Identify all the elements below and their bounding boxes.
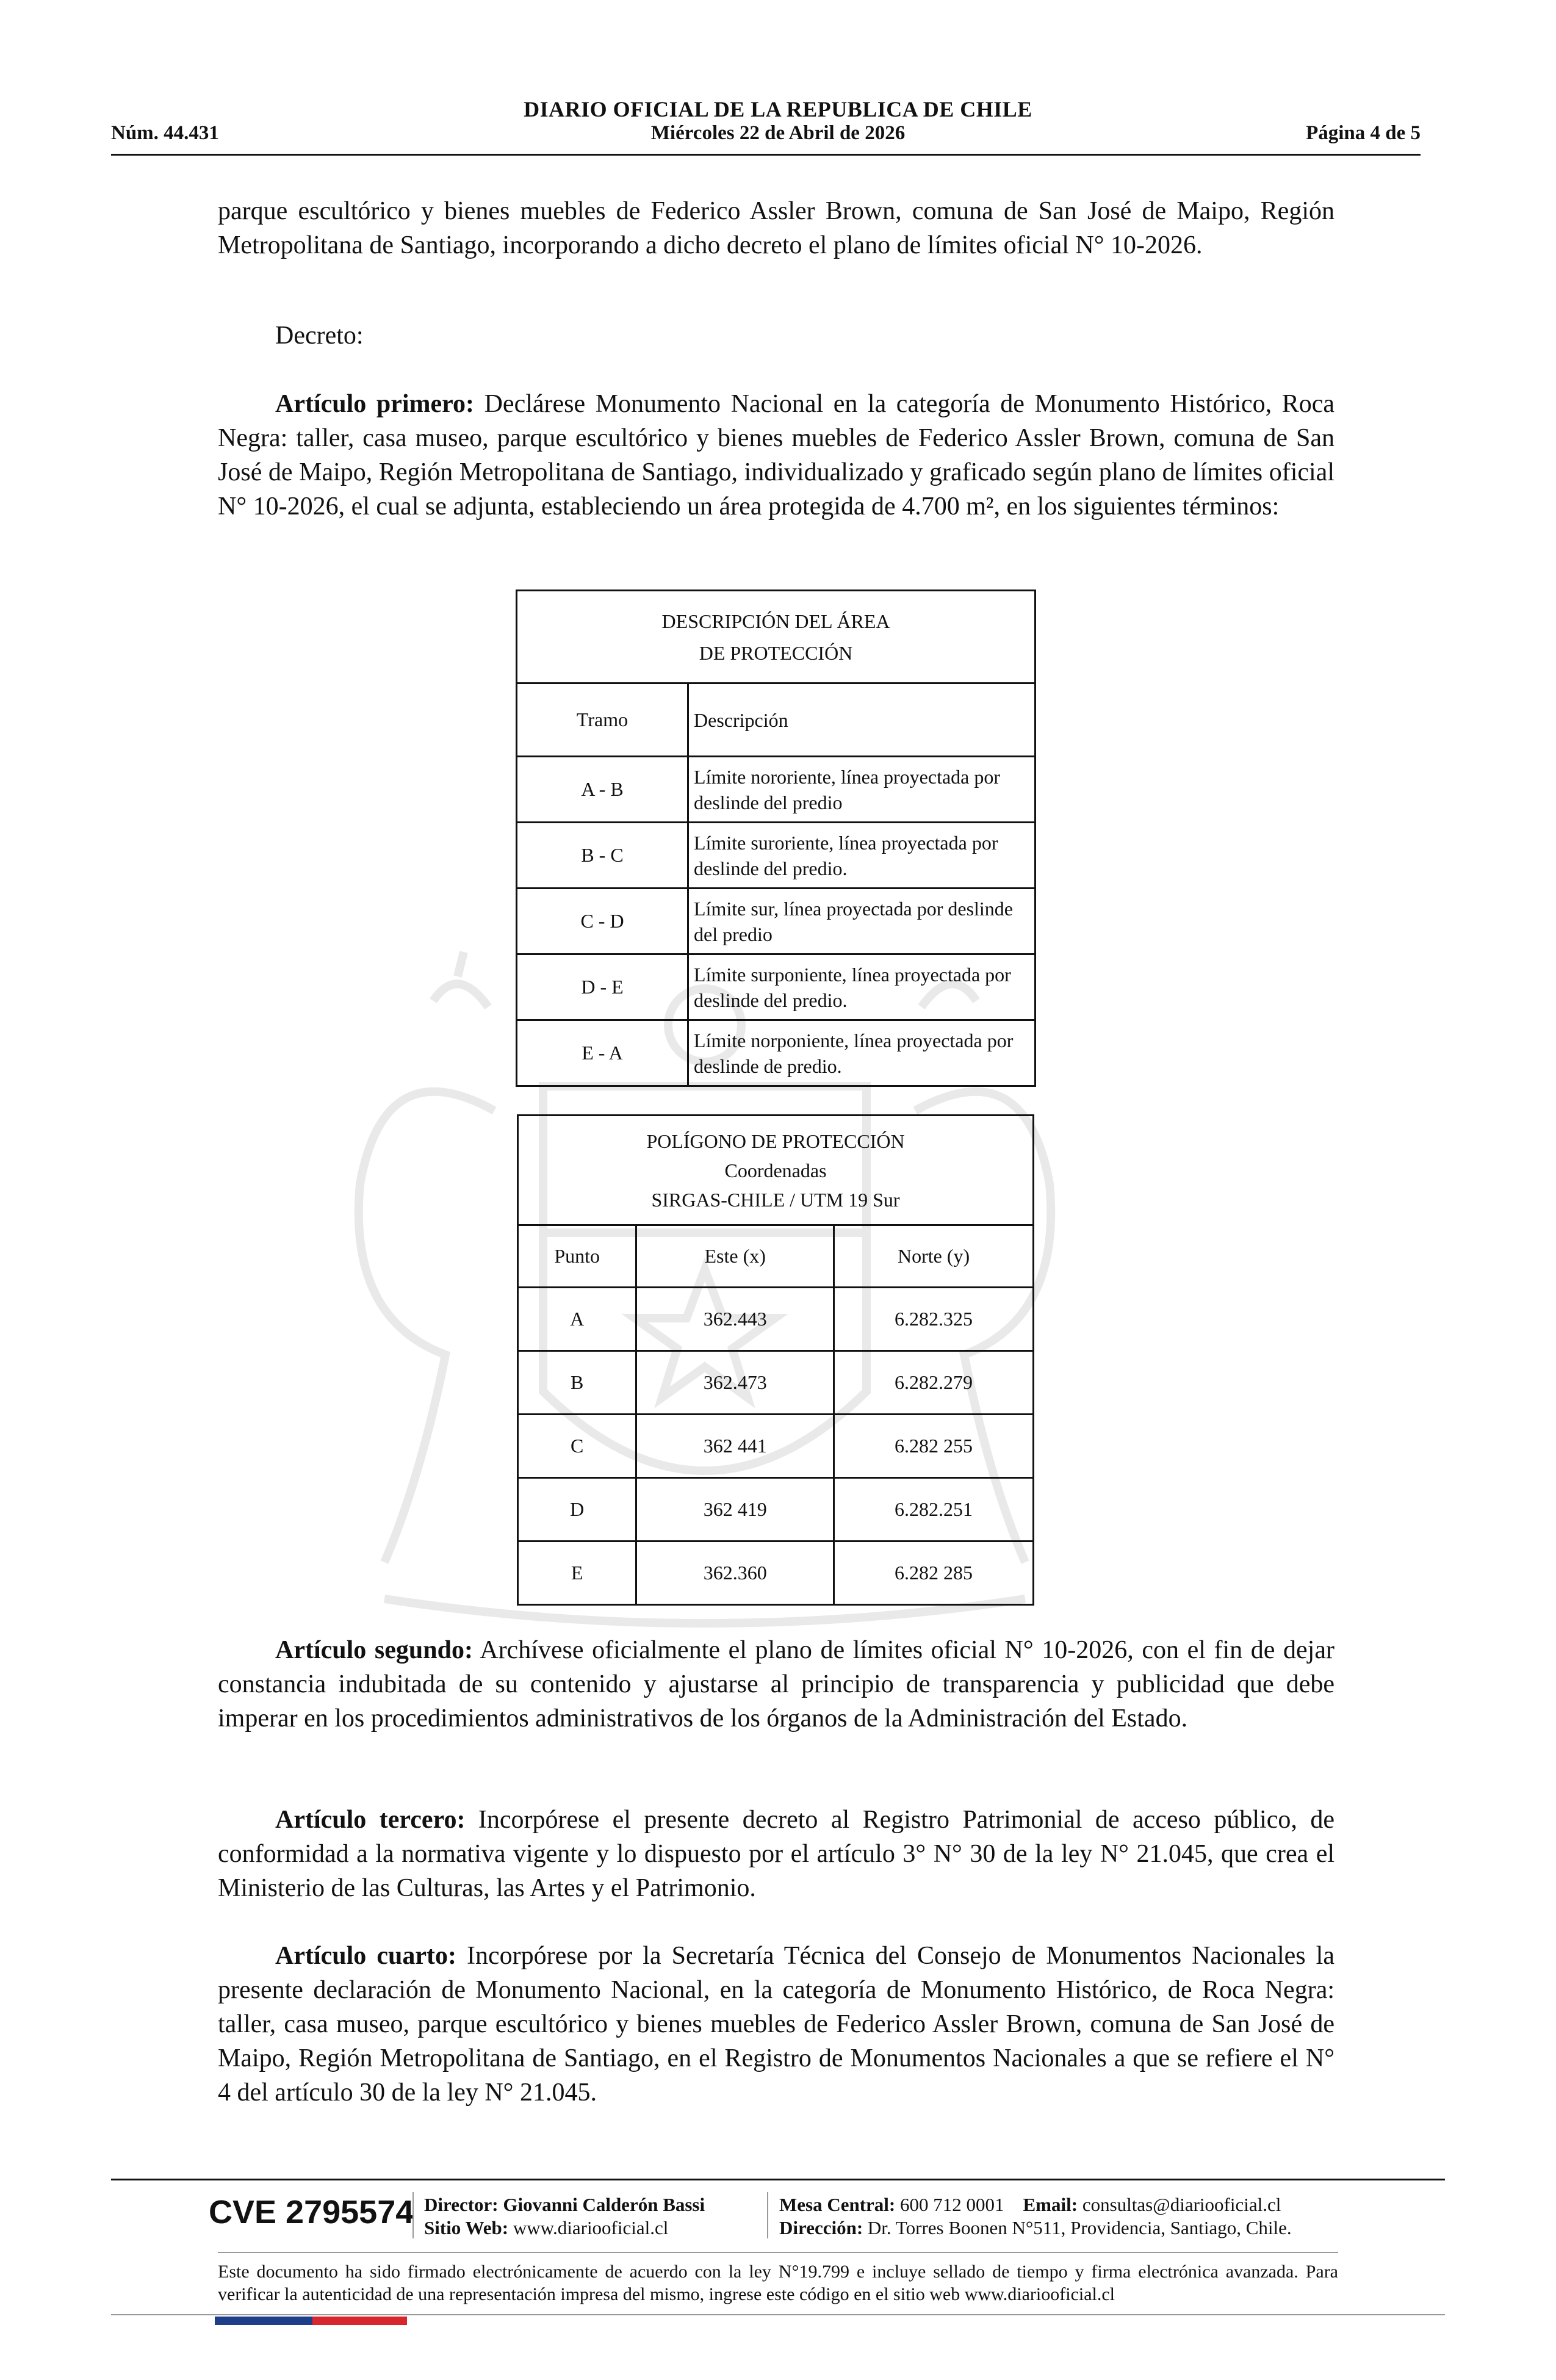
electronic-signature-note: Este documento ha sido firmado electrónicamente de acuerdo con la ley N°19.799 e incluye sellado de tiempo y firma electrónica avanzada. Para verificar la autenticidad de una representación impresa del mismo, ingrese este código en el sitio web www.diariooficial.cl [218,2262,1338,2304]
protection-area-table [516,590,1036,1087]
article-1-text: Declárese Monumento Nacional en la categoría de Monumento Histórico, Roca Negra: taller, casa museo, parque escultórico y bienes muebles de Federico Assler Brown, comuna de San José de Maipo, Región Metropolitana de Santiago, individualizado y graficado según plano de límites oficial N° 10-2026, el cual se adjunta, estableciendo un área protegida de 4.700 m², en los siguientes términos: [218,390,1335,521]
footer-divider-top [111,2179,1445,2180]
page-indicator: Página 4 de 5 [1306,122,1421,144]
article-2-text: Archívese oficialmente el plano de límites oficial N° 10-2026, con el fin de dejar constancia indubitada de su contenido y ajustarse al principio de transparencia y publicidad que debe imperar en los procedimientos administrativos de los órganos de la Administración del Estado. [218,1636,1334,1733]
tramo-cell: C - D [517,889,688,954]
descripcion-cell: Límite norponiente, línea proyectada por deslinde de predio. [688,1020,1036,1086]
col-header-norte: Norte (y) [834,1225,1034,1288]
table-row [517,954,1036,1020]
article-2-label: Artículo segundo: [275,1636,473,1664]
flag-stripe-blue [215,2317,312,2325]
director-name: Giovanni Calderón Bassi [503,2194,705,2215]
issue-number: Núm. 44.431 [111,122,219,144]
table-row [517,889,1036,954]
descripcion-cell: Límite suroriente, línea proyectada por deslinde del predio. [688,823,1036,889]
este-cell: 362 419 [636,1478,834,1542]
intro-paragraph: parque escultórico y bienes muebles de Federico Assler Brown, comuna de San José de Maipo, Región Metropolitana de Santiago, incorporando a dicho decreto el plano de límites oficial N° 10-2026. [218,197,1334,259]
newspaper-title: DIARIO OFICIAL DE LA REPUBLICA DE CHILE [524,97,1032,121]
tramo-cell: E - A [517,1020,688,1086]
mesa-label: Mesa Central: [779,2194,896,2215]
descripcion-cell: Límite nororiente, línea proyectada por deslinde del predio [688,757,1036,823]
cve-code: CVE 2795574 [209,2194,414,2230]
protection-polygon-table [517,1114,1034,1606]
table-row [518,1288,1034,1351]
article-3-text: Incorpórese el presente decreto al Registro Patrimonial de acceso público, de conformidad a la normativa vigente y lo dispuesto por el artículo 3° N° 30 de la ley N° 21.045, que crea el Ministerio de las Culturas, las Artes y el Patrimonio. [218,1806,1334,1902]
article-4-text: Incorpórese por la Secretaría Técnica del Consejo de Monumentos Nacionales la presente declaración de Monumento Nacional, en la categoría de Monumento Histórico, de Roca Negra: taller, casa museo, parque escultórico y bienes muebles de Federico Assler Brown, comuna de San José de Maipo, Región Metropolitana de Santiago, en el Registro de Monumentos Nacionales a que se refiere el N° 4 del artículo 30 de la ley N° 21.045. [218,1942,1334,2107]
protection-area-table-title: DESCRIPCIÓN DEL ÁREA DE PROTECCIÓN [517,591,1036,683]
mesa-phone: 600 712 0001 [900,2194,1004,2215]
footer-divider-bottom [111,2314,1445,2315]
director-label: Director: [424,2194,499,2215]
article-4-label: Artículo cuarto: [275,1942,456,1970]
col-header-descripcion: Descripción [688,683,1036,757]
footer-contact-block [779,2193,1292,2240]
address-value: Dr. Torres Boonen N°511, Providencia, Santiago, Chile. [867,2217,1292,2238]
article-3-label: Artículo tercero: [275,1806,466,1834]
email-label: Email: [1023,2194,1078,2215]
footer-separator [767,2192,768,2238]
descripcion-cell: Límite surponiente, línea proyectada por deslinde del predio. [688,954,1036,1020]
punto-cell: A [518,1288,636,1351]
punto-cell: C [518,1415,636,1478]
tramo-cell: B - C [517,823,688,889]
article-1-label: Artículo primero: [275,390,475,418]
flag-stripe-red [312,2317,407,2325]
tramo-cell: D - E [517,954,688,1020]
col-header-este: Este (x) [636,1225,834,1288]
website-link[interactable]: www.diariooficial.cl [513,2217,669,2238]
este-cell: 362.443 [636,1288,834,1351]
footer-divider-middle [218,2252,1338,2253]
norte-cell: 6.282 255 [834,1415,1034,1478]
col-header-tramo: Tramo [517,683,688,757]
table-row [518,1415,1034,1478]
article-1-paragraph [218,387,1334,524]
este-cell: 362.360 [636,1542,834,1605]
issue-date: Miércoles 22 de Abril de 2026 [650,122,906,144]
punto-cell: E [518,1542,636,1605]
table-row [517,1020,1036,1086]
norte-cell: 6.282.279 [834,1351,1034,1415]
table-row [517,823,1036,889]
footer-separator [412,2192,414,2238]
article-2-paragraph [218,1633,1334,1736]
este-cell: 362.473 [636,1351,834,1415]
table-row [518,1542,1034,1605]
norte-cell: 6.282.251 [834,1478,1034,1542]
norte-cell: 6.282.325 [834,1288,1034,1351]
header-divider [111,154,1421,156]
norte-cell: 6.282 285 [834,1542,1034,1605]
email-link[interactable]: consultas@diariooficial.cl [1082,2194,1281,2215]
address-label: Dirección: [779,2217,863,2238]
decreto-heading: Decreto: [275,322,364,350]
table-row [518,1351,1034,1415]
punto-cell: D [518,1478,636,1542]
protection-polygon-table-title: POLÍGONO DE PROTECCIÓN Coordenadas SIRGAS-CHILE / UTM 19 Sur [518,1116,1034,1225]
col-header-punto: Punto [518,1225,636,1288]
article-3-paragraph [218,1803,1334,1905]
tramo-cell: A - B [517,757,688,823]
este-cell: 362 441 [636,1415,834,1478]
footer-director-block [424,2193,705,2240]
descripcion-cell: Límite sur, línea proyectada por deslinde del predio [688,889,1036,954]
article-4-paragraph [218,1939,1334,2110]
table-row [517,757,1036,823]
punto-cell: B [518,1351,636,1415]
table-row [518,1478,1034,1542]
website-label: Sitio Web: [424,2217,509,2238]
